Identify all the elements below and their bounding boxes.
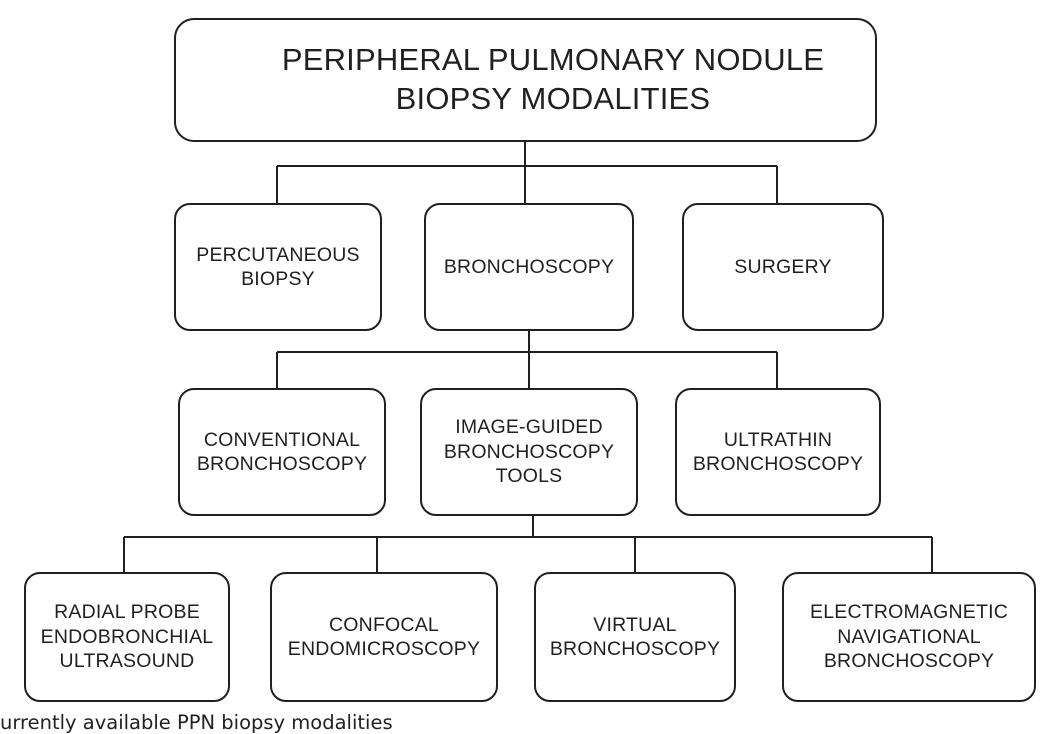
node-label-line: BRONCHOSCOPY [196, 453, 368, 475]
root-title-line-1: PERIPHERAL PULMONARY NODULE [281, 42, 825, 78]
node-image-guided-bronchoscopy-tools [420, 388, 638, 516]
node-label-line: ENDOMICROSCOPY [287, 638, 481, 660]
node-label-line: VIRTUAL [593, 613, 677, 636]
node-label-line: BIOPSY [241, 268, 315, 290]
node-surgery [682, 203, 884, 331]
node-label-line: ULTRATHIN [723, 428, 833, 451]
root-title [282, 41, 824, 119]
node-label-line: BRONCHOSCOPY [443, 440, 615, 463]
node-label-line: SURGERY [734, 255, 832, 278]
node-label-line: RADIAL PROBE [54, 601, 200, 624]
node-label-line: BRONCHOSCOPY [549, 638, 721, 660]
node-radial-probe-ebus [24, 572, 230, 702]
node-confocal-endomicroscopy [270, 572, 498, 702]
node-percutaneous-biopsy [174, 203, 382, 331]
node-label-line: PERCUTANEOUS [196, 243, 360, 266]
node-label-line: BRONCHOSCOPY [692, 453, 864, 475]
node-label-line: TOOLS [495, 465, 563, 488]
figure-caption: urrently available PPN biopsy modalities [0, 711, 393, 734]
node-label-line: ULTRASOUND [59, 650, 195, 673]
node-electromagnetic-navigational-bronchoscopy [782, 572, 1036, 702]
node-conventional-bronchoscopy [178, 388, 386, 516]
root-node [174, 18, 877, 142]
node-label-line: ELECTROMAGNETIC [809, 601, 1009, 624]
node-label-line: ENDOBRONCHIAL [40, 625, 214, 648]
node-label-line: CONVENTIONAL [203, 428, 361, 451]
node-label-line: IMAGE-GUIDED [455, 416, 603, 439]
root-title-line-2: BIOPSY MODALITIES [395, 81, 711, 116]
node-label-line: CONFOCAL [329, 613, 439, 636]
node-bronchoscopy [424, 203, 634, 331]
node-virtual-bronchoscopy [534, 572, 736, 702]
node-label-line: BRONCHOSCOPY [443, 255, 615, 278]
node-ultrathin-bronchoscopy [675, 388, 881, 516]
node-label-line: BRONCHOSCOPY [823, 650, 995, 673]
node-label-line: NAVIGATIONAL [837, 625, 981, 648]
